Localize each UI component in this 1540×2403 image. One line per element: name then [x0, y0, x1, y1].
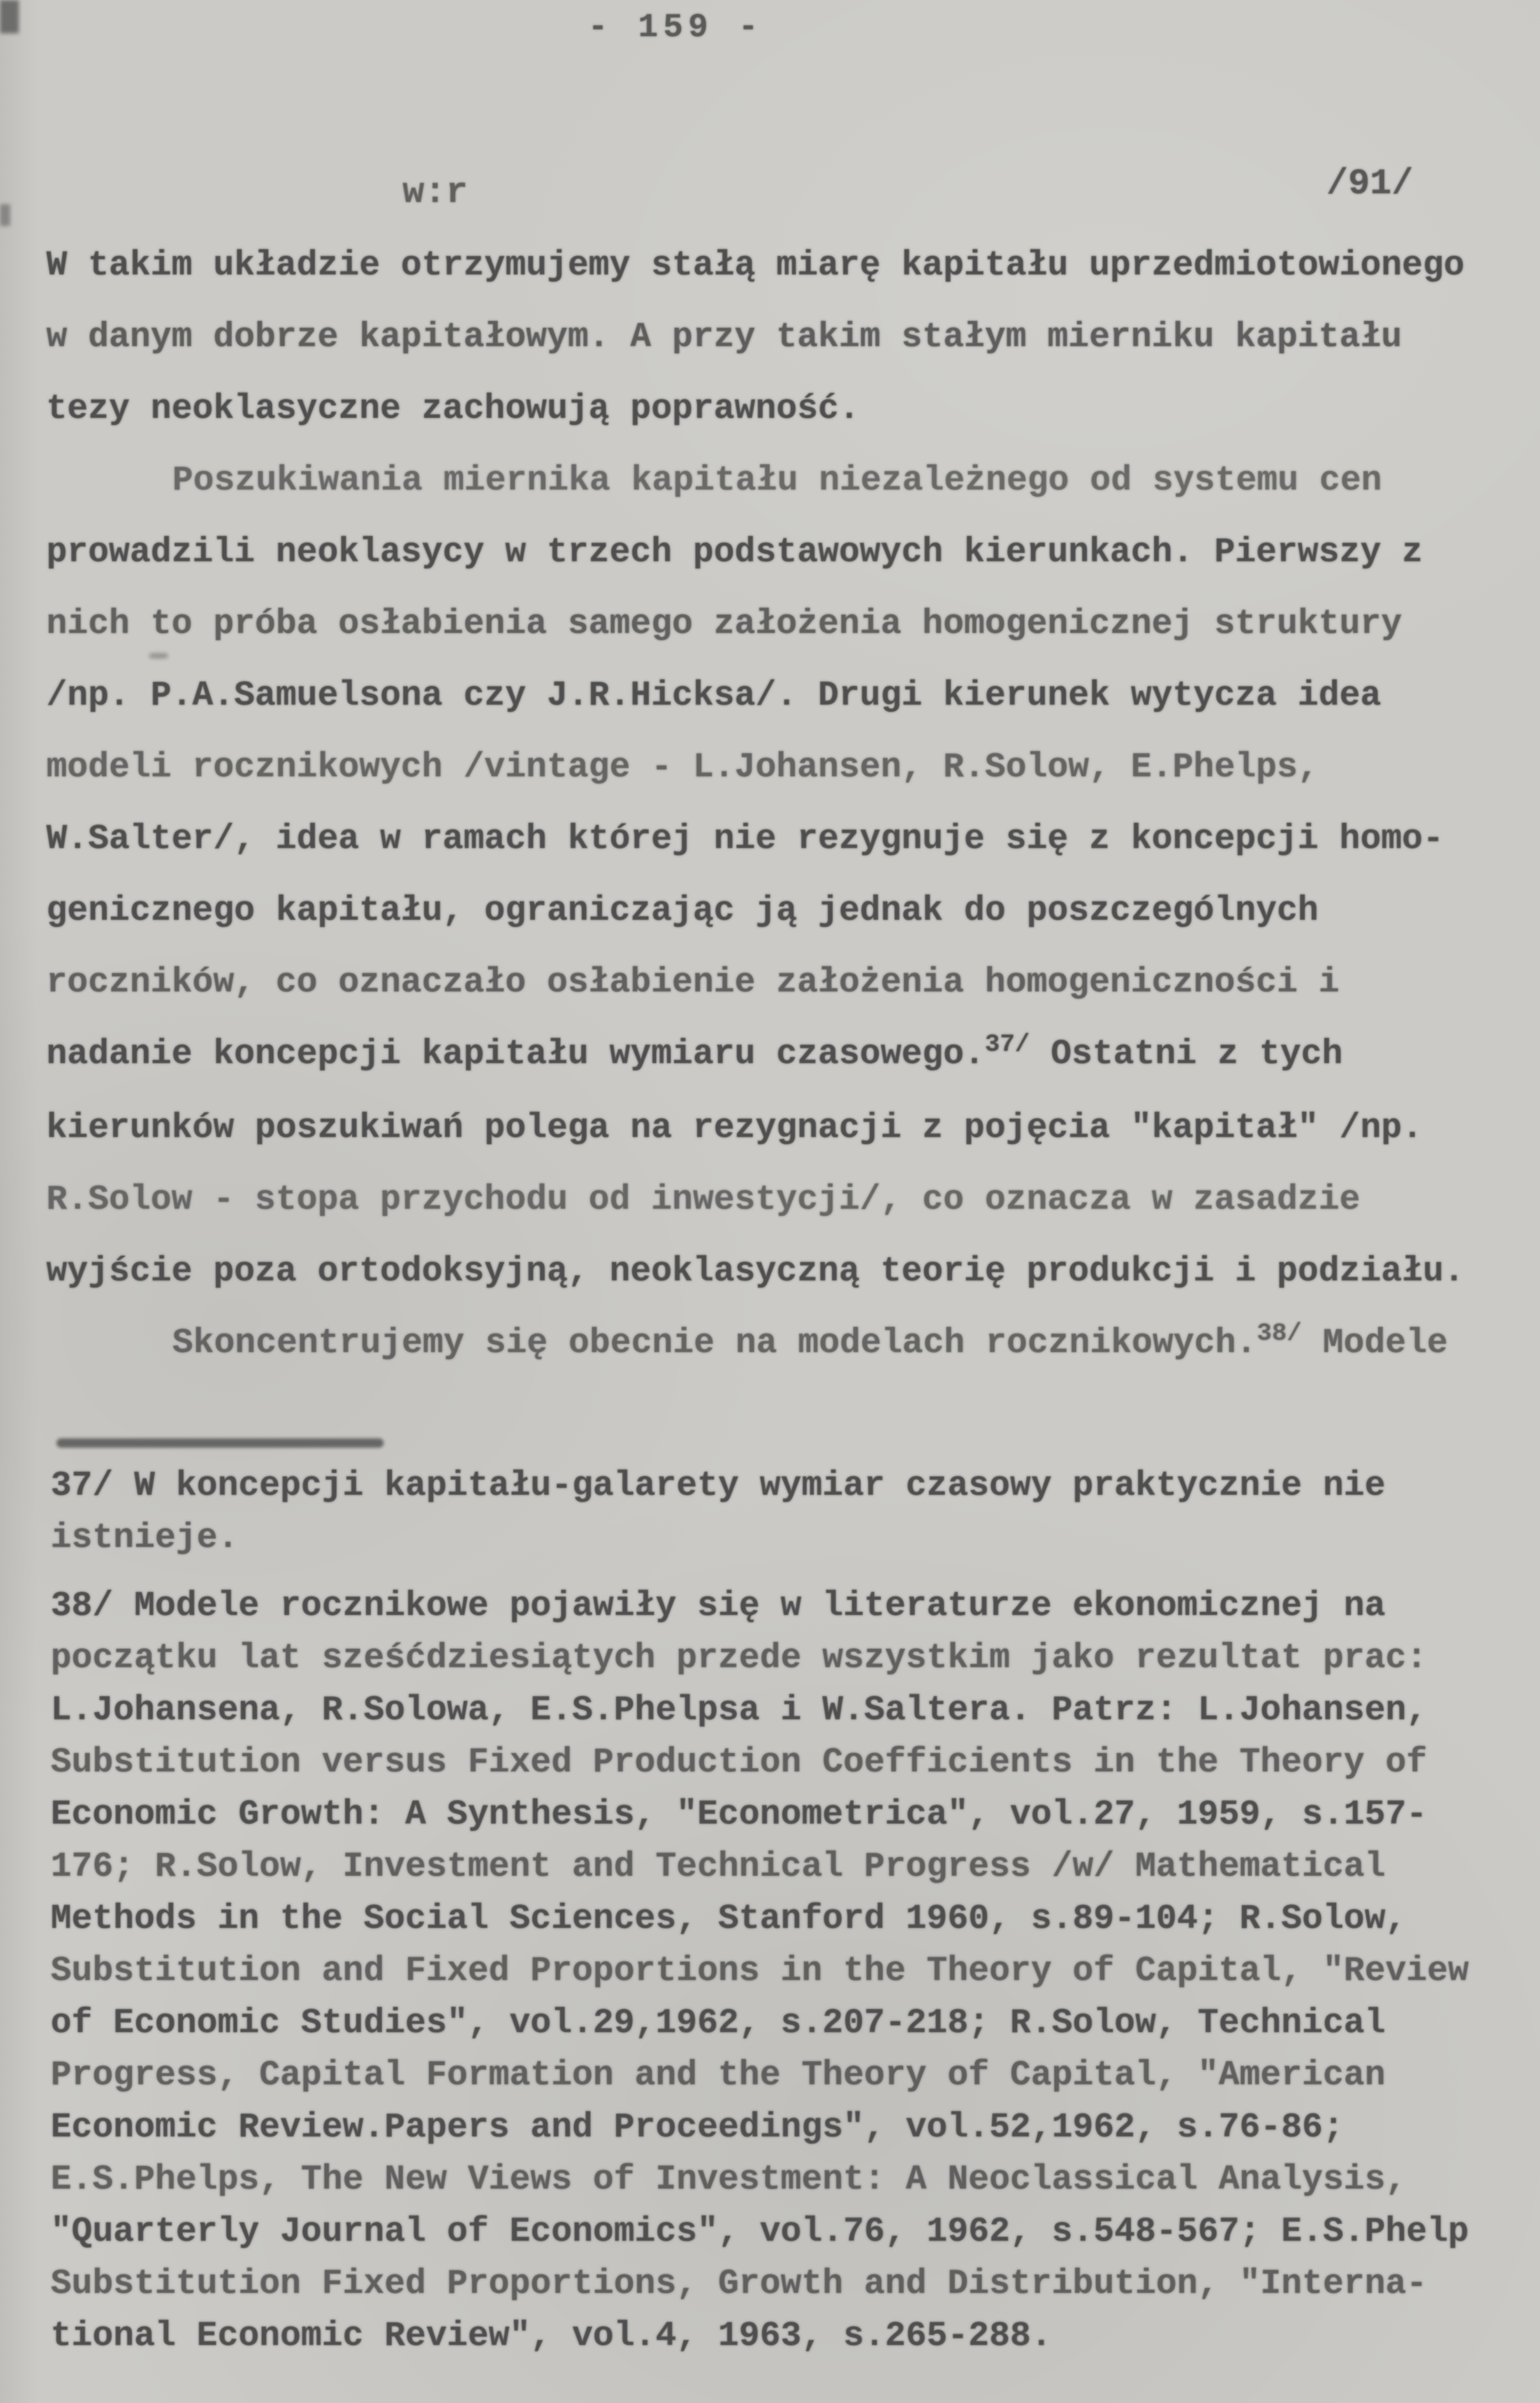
footnote	[51, 1460, 1531, 1564]
text-line: wyjście poza ortodoksyjną, neoklasyczną teorię produkcji i podziału.	[46, 1252, 1465, 1291]
text-line: roczników, co oznaczało osłabienie założenia homogeniczności i	[46, 963, 1339, 1002]
text-line: Poszukiwania miernika kapitału niezależnego od systemu cen	[172, 461, 1382, 500]
footnote-reference: 38/	[1256, 1319, 1303, 1348]
footnote	[51, 1580, 1531, 2362]
text-line: Substitution and Fixed Proportions in the Theory of Capital, "Review	[51, 1952, 1469, 1991]
text-line: w danym dobrze kapitałowym. A przy takim stałym mierniku kapitału	[46, 318, 1402, 357]
text-line: początku lat sześćdziesiątych przede wszystkim jako rezultat prac:	[51, 1639, 1428, 1678]
text-line: L.Johansena, R.Solowa, E.S.Phelpsa i W.Saltera. Patrz: L.Johansen,	[51, 1691, 1428, 1730]
text-line: Substitution Fixed Proportions, Growth and Distribution, "Interna-	[51, 2265, 1428, 2304]
text-line: E.S.Phelps, The New Views of Investment: A Neoclassical Analysis,	[51, 2160, 1407, 2199]
text-line: prowadzili neoklasycy w trzech podstawowych kierunkach. Pierwszy z	[46, 533, 1423, 572]
text-line: 37/ W koncepcji kapitału-galarety wymiar czasowy praktycznie nie	[51, 1467, 1386, 1506]
text-line	[46, 1019, 1529, 1093]
text-line: Progress, Capital Formation and the Theory of Capital, "American	[51, 2056, 1386, 2095]
scan-artifact	[0, 0, 19, 33]
text-segment: nadanie koncepcji kapitału wymiaru czasowego.	[46, 1035, 985, 1074]
equation-number: /91/	[1326, 164, 1414, 205]
text-line: istnieje.	[51, 1519, 239, 1558]
text-line: nich to próba osłabienia samego założenia homogenicznej struktury	[46, 605, 1402, 644]
footnote-separator	[56, 1438, 384, 1448]
text-line: tezy neoklasyczne zachowują poprawność.	[46, 390, 860, 429]
text-line: "Quarterly Journal of Economics", vol.76, 1962, s.548-567; E.S.Phelp	[51, 2213, 1469, 2252]
scan-artifact	[0, 204, 10, 226]
text-line: W.Salter/, idea w ramach której nie rezygnuje się z koncepcji homo-	[46, 820, 1444, 859]
text-line	[46, 1308, 1529, 1382]
text-segment: Skoncentrujemy się obecnie na modelach rocznikowych.	[172, 1324, 1257, 1363]
text-line: tional Economic Review", vol.4, 1963, s.265-288.	[51, 2317, 1052, 2356]
text-line: of Economic Studies", vol.29,1962, s.207-218; R.Solow, Technical	[51, 2004, 1386, 2043]
text-line: Economic Growth: A Synthesis, "Econometrica", vol.27, 1959, s.157-	[51, 1795, 1428, 1834]
text-line: genicznego kapitału, ograniczając ją jednak do poszczególnych	[46, 892, 1319, 931]
page-number: - 159 -	[588, 9, 764, 46]
footnotes	[51, 1460, 1531, 2362]
text-line: Substitution versus Fixed Production Coefficients in the Theory of	[51, 1743, 1428, 1782]
body-text	[46, 230, 1529, 1382]
text-line: kierunków poszukiwań polega na rezygnacji z pojęcia "kapitał" /np.	[46, 1109, 1423, 1148]
text-line: W takim układzie otrzymujemy stałą miarę kapitału uprzedmiotowionego	[46, 246, 1465, 285]
text-line: R.Solow - stopa przychodu od inwestycji/, co oznacza w zasadzie	[46, 1180, 1360, 1220]
text-line: Methods in the Social Sciences, Stanford 1960, s.89-104; R.Solow,	[51, 1900, 1407, 1939]
text-line: 176; R.Solow, Investment and Technical Progress /w/ Mathematical	[51, 1848, 1386, 1887]
text-segment: Modele	[1302, 1324, 1448, 1363]
text-segment: Ostatni z tych	[1030, 1035, 1343, 1074]
text-line: modeli rocznikowych /vintage - L.Johansen, R.Solow, E.Phelps,	[46, 748, 1319, 787]
footnote-reference: 37/	[985, 1030, 1030, 1059]
text-line: /np. P.A.Samuelsona czy J.R.Hicksa/. Drugi kierunek wytycza idea	[46, 676, 1381, 716]
text-line: Economic Review.Papers and Proceedings", vol.52,1962, s.76-86;	[51, 2108, 1344, 2147]
text-line: 38/ Modele rocznikowe pojawiły się w literaturze ekonomicznej na	[51, 1587, 1386, 1626]
formula-wr: w:r	[403, 172, 468, 214]
